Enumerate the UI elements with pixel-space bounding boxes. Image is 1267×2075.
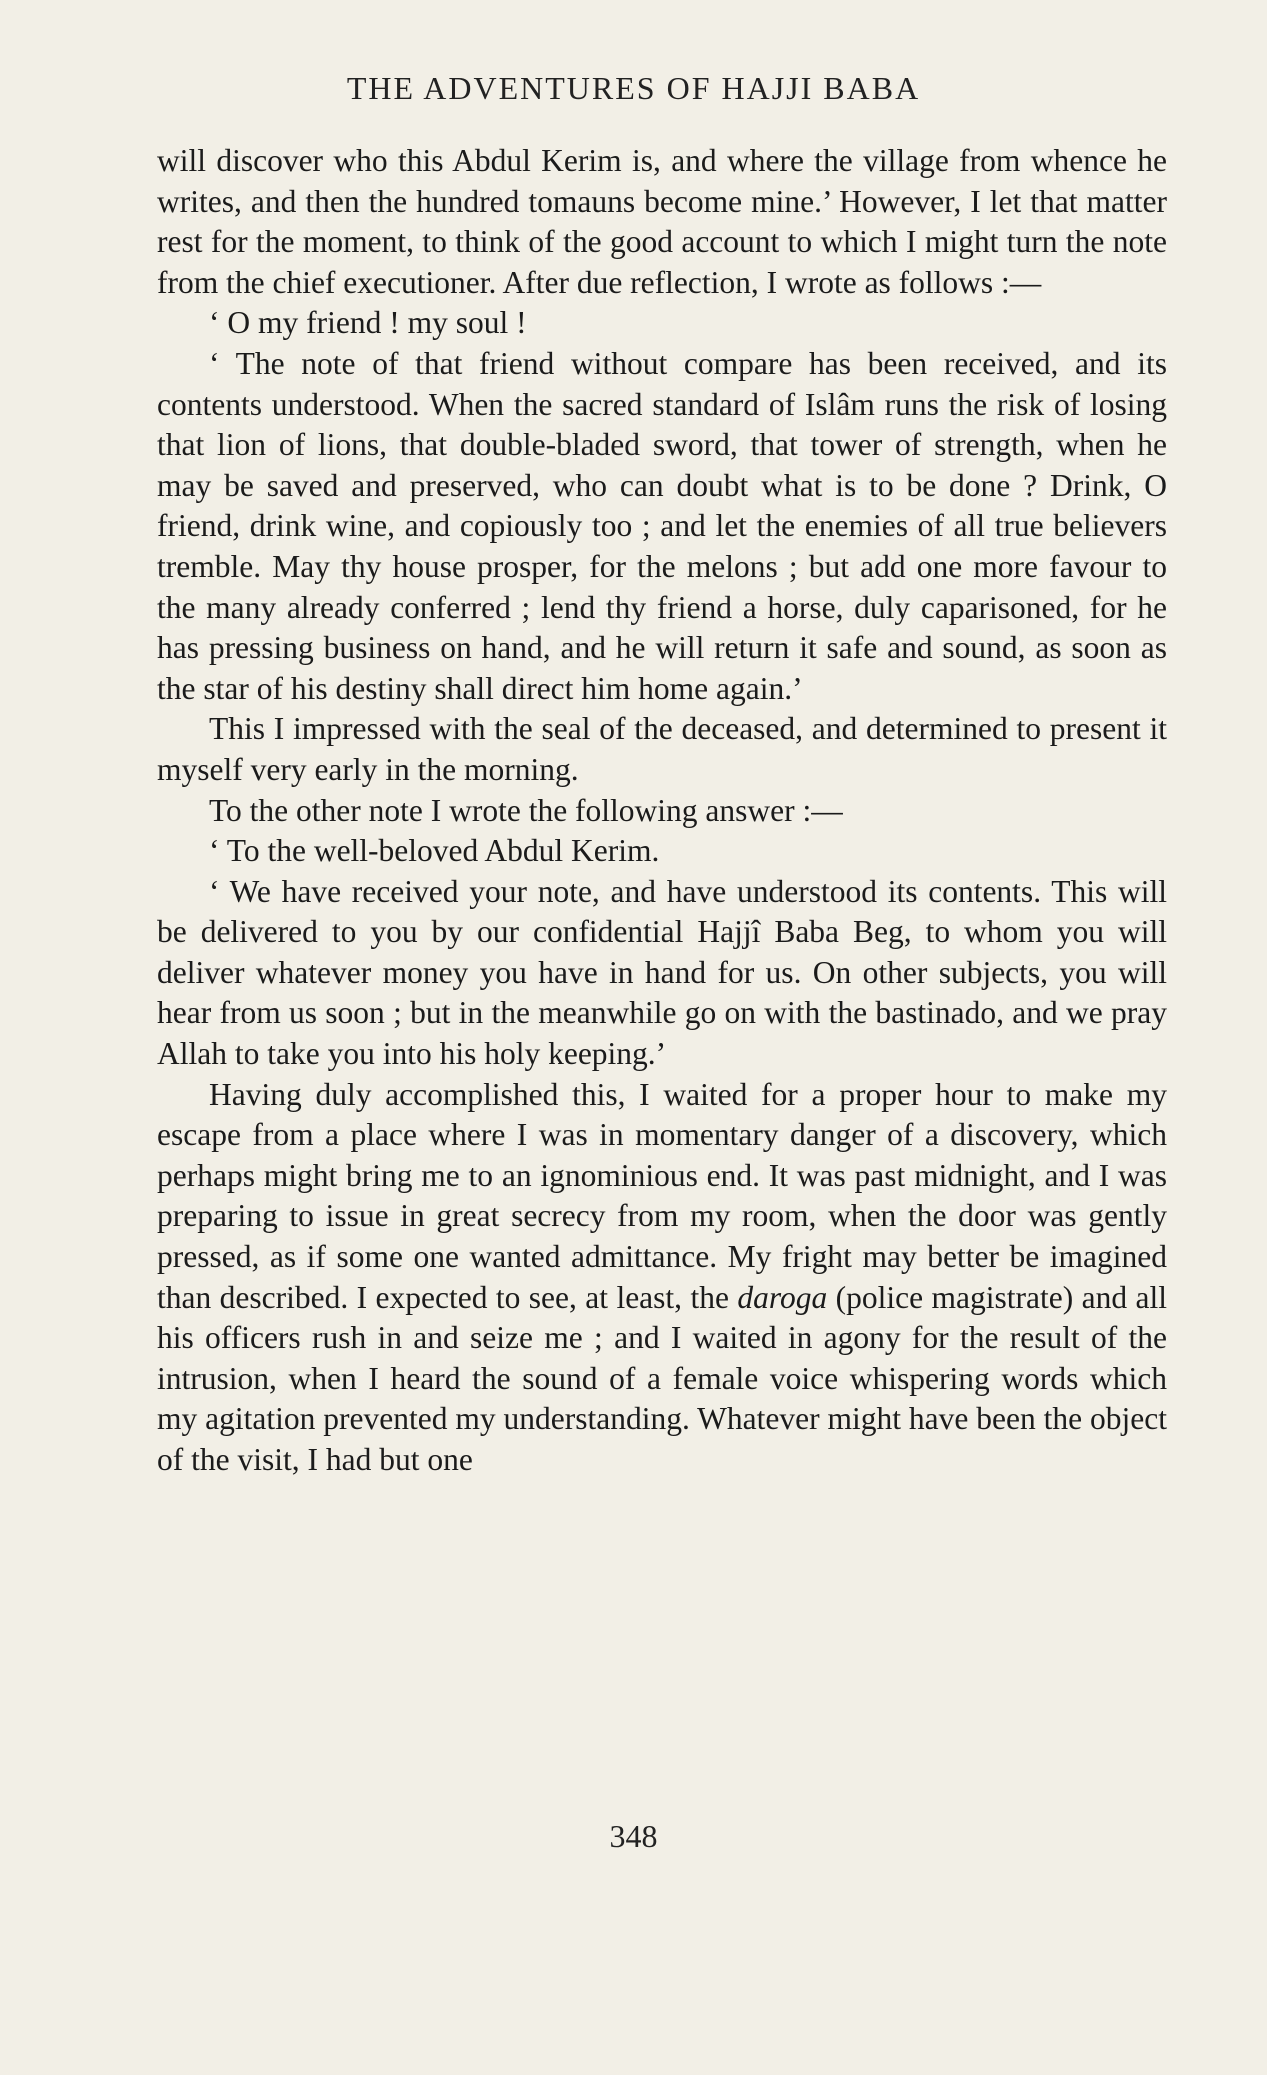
letter-body: ‘ We have received your note, and have understood its contents. This will be delivered to you by our confidential Hajjî Baba Beg, to whom you will deliver whatever money you have in hand for us. On other subjects, you will hear from us soon ; but in the meanwhile go on with the bastinado, and we pray Allah to take you into his holy keeping.’ [157, 873, 1167, 1072]
page-number: 348 [609, 1818, 658, 1854]
paragraph-continued: will discover who this Abdul Kerim is, and where the village from whence he writes, and then the hundred tomauns become mine.’ However, I let that matter rest for the moment, to think of the good account to which I might turn the note from the chief executioner. After due reflection, I wrote as follows :— [157, 143, 1167, 300]
italic-term: daroga [737, 1279, 828, 1315]
letter-salutation: ‘ To the well-beloved Abdul Kerim. [209, 833, 660, 869]
paragraph-last [157, 1075, 1167, 1481]
paragraph: To the other note I wrote the following answer :— [209, 792, 843, 828]
body-text [157, 141, 1167, 1481]
letter-salutation: ‘ O my friend ! my soul ! [209, 305, 527, 341]
letter-body: ‘ The note of that friend without compare has been received, and its contents understood. When the sacred standard of Islâm runs the risk of losing that lion of lions, that double-bladed sword, that tower of strength, when he may be saved and preserved, who can doubt what is to be done ? Drink, O friend, drink wine, and copiously too ; and let the enemies of all true believers tremble. May thy house prosper, for the melons ; but add one more favour to the many already conferred ; lend thy friend a horse, duly caparisoned, for he has pressing business on hand, and he will return it safe and sound, as soon as the star of his destiny shall direct him home again.’ [157, 345, 1167, 706]
paragraph: This I impressed with the seal of the deceased, and determined to present it myself very early in the morning. [157, 711, 1167, 787]
running-head: THE ADVENTURES OF HAJJI BABA [346, 70, 921, 106]
text-run: (police magistrate) and all his officers rush in and seize me ; and I waited in agony for the result of the intrusion, when I heard the sound of a female voice whispering words which my agitation prevented my understanding. Whatever might have been the object of the visit, I had but one [157, 1279, 1167, 1477]
text-run: Having duly accomplished this, I waited for a proper hour to make my escape from a place where I was in momentary danger of a discovery, which perhaps might bring me to an ignominious end. It was past midnight, and I was preparing to issue in great secrecy from my room, when the door was gently pressed, as if some one wanted admittance. My fright may better be imagined than described. I expected to see, at least, the [157, 1076, 1167, 1315]
